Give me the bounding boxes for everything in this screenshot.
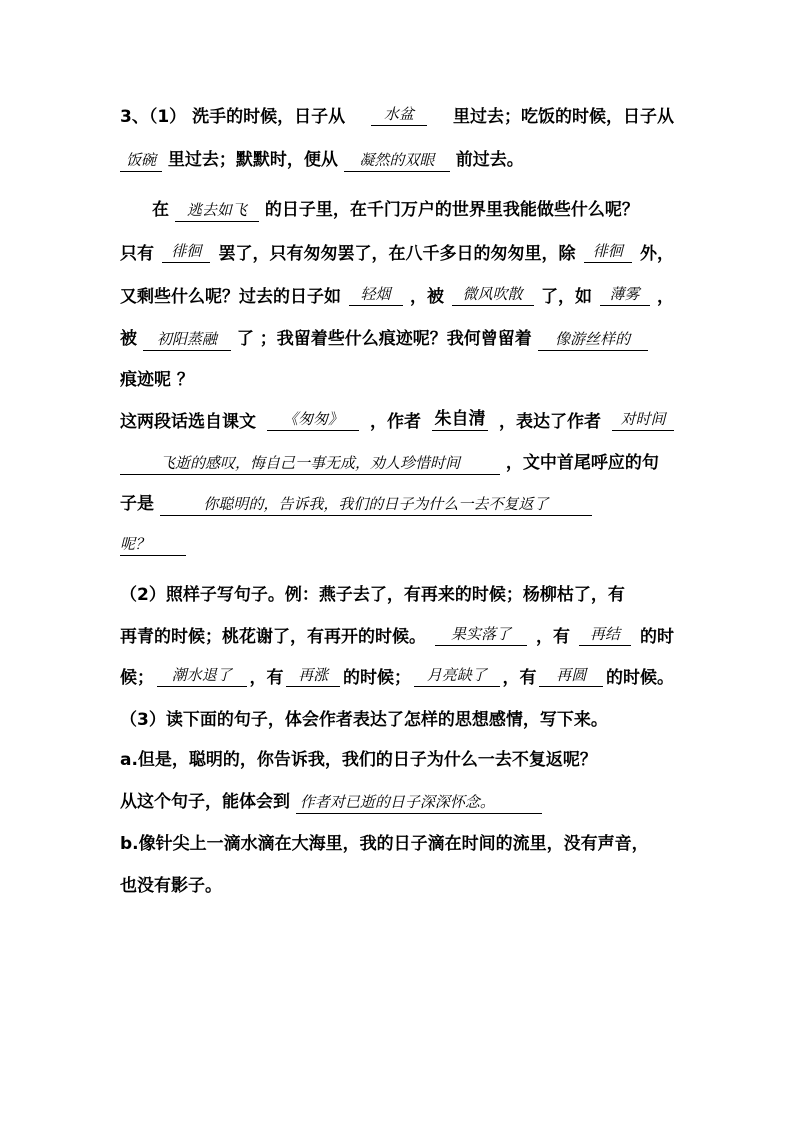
text: 前过去。	[455, 150, 524, 170]
q3-2-line-1	[120, 581, 674, 609]
q3-3-line-1	[120, 706, 608, 734]
text: 的时	[640, 627, 674, 647]
q3-1-para-line-2	[120, 240, 674, 268]
answer-blank: 作者对已逝的日子深深怀念。	[296, 791, 542, 814]
answer-blank: 月亮缺了	[414, 664, 500, 687]
answer-blank: 逃去如飞	[175, 199, 259, 222]
answer-blank: 薄雾	[600, 283, 650, 306]
text: b.像针尖上一滴水滴在大海里，我的日子滴在时间的流里，没有声音，	[120, 834, 649, 854]
q3-3-line-3	[120, 788, 542, 816]
text: 被	[120, 329, 137, 349]
q3-1-source-line-1	[120, 408, 674, 436]
text: ，被	[410, 287, 444, 307]
text: 再青的时候；桃花谢了，有再开的时候。	[120, 627, 426, 647]
answer-blank: 飞逝的感叹，悔自己一事无成，劝人珍惜时间	[120, 452, 500, 475]
answer-blank: 你聪明的，告诉我，我们的日子为什么一去不复返了	[160, 493, 592, 516]
q3-1-para-line-5	[120, 366, 194, 394]
q3-1-source-line-3	[120, 490, 592, 518]
text: 从这个句子，能体会到	[120, 792, 290, 812]
answer-blank: 水盆	[371, 103, 427, 126]
q3-1-para-line-3	[120, 283, 674, 311]
text: 的日子里，在千门万户的世界里我能做些什么呢？	[264, 200, 639, 220]
q3-3-line-4	[120, 830, 674, 858]
text: ，作者	[370, 412, 421, 432]
text: ，有	[502, 668, 537, 688]
text: 子是	[120, 494, 154, 514]
text: 3、（1） 洗手的时候，日子从	[120, 107, 346, 127]
answer-blank: 果实落了	[435, 623, 527, 646]
text: a.但是，聪明的，你告诉我，我们的日子为什么一去不复返呢？	[120, 750, 597, 770]
text: 里过去；默默时，便从	[167, 150, 338, 170]
text: 的时候。	[606, 668, 674, 688]
answer-blank: 像游丝样的	[538, 328, 648, 351]
text: ，	[657, 287, 674, 307]
answer-blank: 呢？	[120, 533, 186, 556]
text: ，表达了作者	[499, 412, 601, 432]
text: 候；	[120, 668, 154, 688]
q3-2-line-3	[120, 664, 674, 692]
text: 在	[152, 200, 169, 220]
q3-1-line-2	[120, 146, 524, 174]
text: 只有	[120, 244, 154, 264]
text: 外，	[640, 244, 674, 264]
answer-blank: 潮水退了	[157, 664, 247, 687]
text: 这两段话选自课文	[120, 412, 256, 432]
text: （2）照样子写句子。例：燕子去了，有再来的时候；杨柳枯了，有	[120, 585, 625, 605]
answer-blank: 初阳蒸融	[143, 328, 231, 351]
q3-1-source-line-2	[120, 449, 659, 477]
answer-blank: 轻烟	[349, 283, 403, 306]
answer-blank: 徘徊	[584, 240, 632, 263]
answer-blank: 凝然的双眼	[344, 149, 450, 172]
answer-blank: 《匆匆》	[267, 408, 359, 431]
answer-blank: 再圆	[539, 664, 603, 687]
text: 了 ；我留着些什么痕迹呢？我何曾留着	[236, 329, 532, 349]
answer-blank: 再结	[579, 623, 631, 646]
text: 罢了，只有匆匆罢了，在八千多日的匆匆里，除	[218, 244, 576, 264]
q3-3-line-2	[120, 746, 597, 774]
text: ，有	[249, 668, 284, 688]
text: 又剩些什么呢？过去的日子如	[120, 287, 341, 307]
q3-2-line-2	[120, 623, 674, 651]
answer-blank: 饭碗	[120, 149, 162, 172]
text: 也没有影子。	[120, 876, 222, 896]
q3-3-line-5	[120, 872, 222, 900]
q3-1-para-line-4	[120, 325, 648, 353]
answer-blank: 朱自清	[432, 408, 488, 431]
answer-blank: 再涨	[286, 664, 340, 687]
answer-blank: 微风吹散	[452, 283, 534, 306]
q3-1-para-line-1	[152, 196, 639, 224]
answer-blank: 徘徊	[162, 240, 210, 263]
text: ，文中首尾呼应的句	[505, 453, 659, 473]
text: （3）读下面的句子，体会作者表达了怎样的思想感情，写下来。	[120, 710, 608, 730]
q3-1-line-1	[120, 103, 674, 131]
text: 痕迹呢 ？	[120, 370, 194, 390]
text: 了，如	[541, 287, 592, 307]
text: ，有	[536, 627, 570, 647]
q3-1-source-line-4	[120, 530, 186, 558]
answer-blank: 对时间	[612, 408, 674, 431]
text: 的时候；	[343, 668, 411, 688]
text: 里过去；吃饭的时候，日子从	[452, 107, 674, 127]
